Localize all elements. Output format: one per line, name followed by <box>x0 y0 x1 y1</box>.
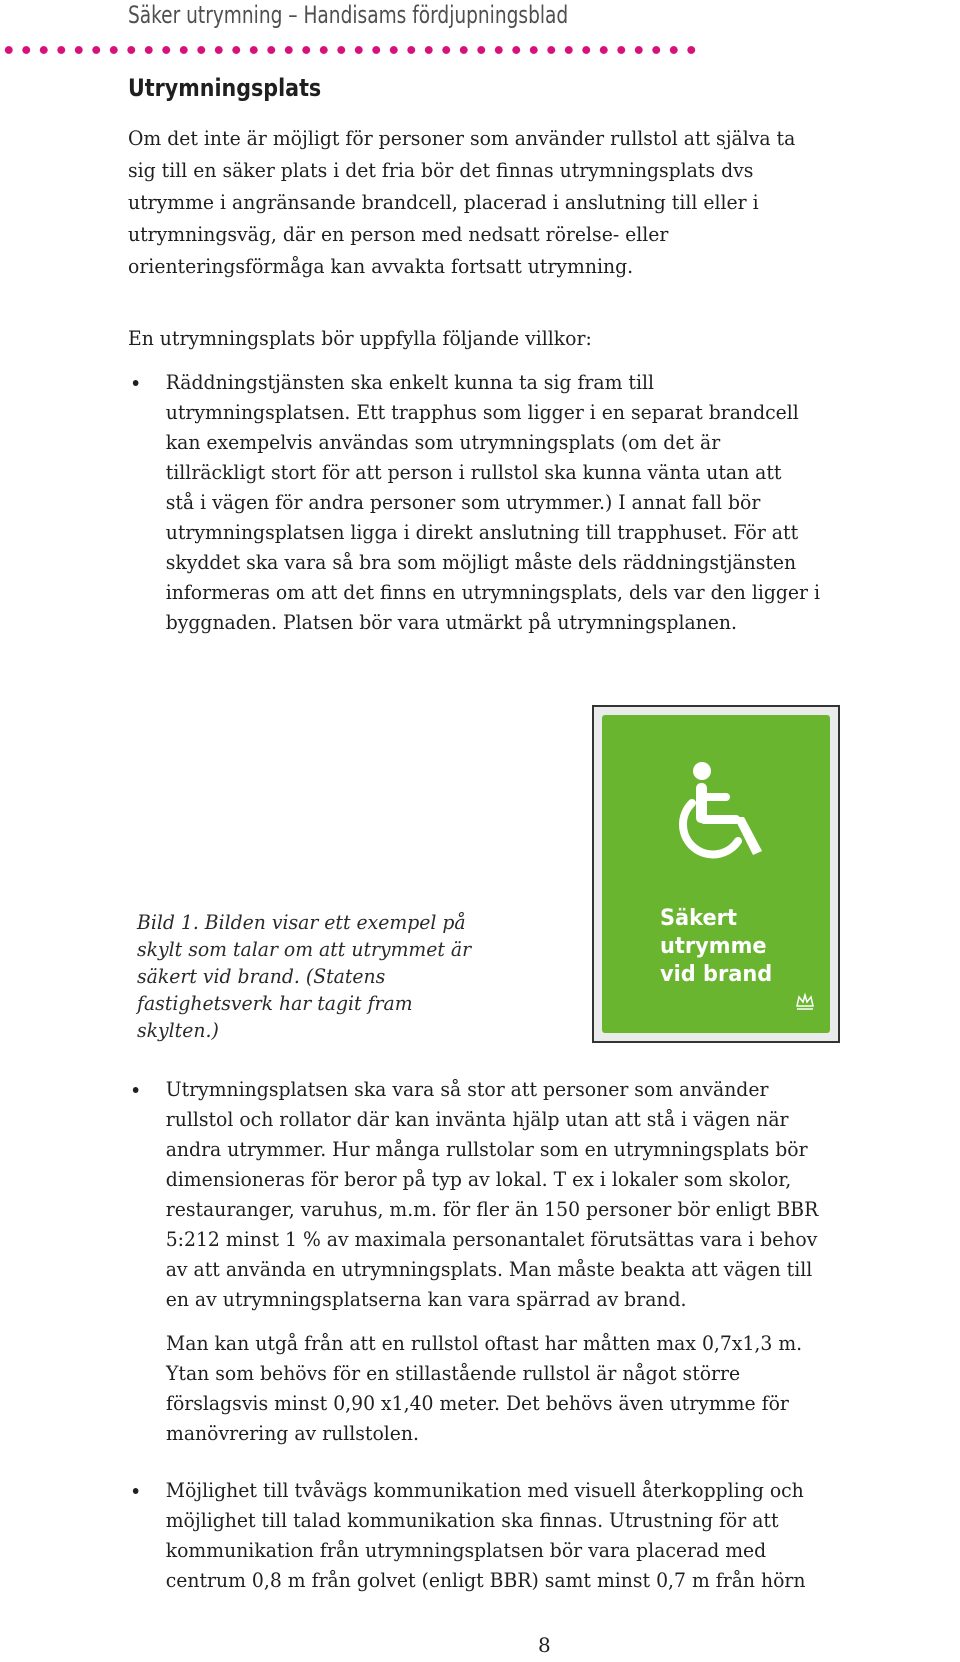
crown-logo-icon <box>794 991 816 1011</box>
text-line: restauranger, varuhus, m.m. för fler än 150 personer bör enligt BBR <box>165 1197 819 1221</box>
text-line: utrymningsväg, där en person med nedsatt rörelse- eller <box>128 222 669 246</box>
wheelchair-dimensions-paragraph <box>166 1328 929 1448</box>
text-line: Om det inte är möjligt för personer som använder rullstol att själva ta <box>128 126 796 150</box>
text-line: förslagsvis minst 0,90 x1,40 meter. Det behövs även utrymme för <box>166 1391 789 1415</box>
text-line: orienteringsförmåga kan avvakta fortsatt utrymning. <box>128 254 634 278</box>
text-line: utrymningsplatsen. Ett trapphus som ligger i en separat brandcell <box>165 400 799 424</box>
text-line: Ytan som behövs för en stillastående rullstol är något större <box>166 1361 741 1385</box>
section-title: Utrymningsplats <box>128 74 322 102</box>
page-number: 8 <box>538 1633 551 1657</box>
safe-area-sign-photo <box>592 705 840 1043</box>
bullet-list-2 <box>130 1074 938 1314</box>
caption-line: Bild 1. Bilden visar ett exempel på <box>137 910 466 934</box>
caption-line: skylt som talar om att utrymmet är <box>137 937 472 961</box>
green-sign <box>602 715 830 1033</box>
text-line: tillräckligt stort för att person i rullstol ska kunna vänta utan att <box>165 460 782 484</box>
text-line: Räddningstjänsten ska enkelt kunna ta sig fram till <box>165 370 654 394</box>
caption-line: skylten.) <box>137 1018 219 1042</box>
sign-line: utrymme <box>660 934 767 959</box>
text-line: centrum 0,8 m från golvet (enligt BBR) samt minst 0,7 m från hörn <box>165 1568 806 1592</box>
text-line: kan exempelvis användas som utrymningsplats (om det är <box>165 430 721 454</box>
sign-line: Säkert <box>660 906 737 931</box>
document-header: Säker utrymning – Handisams fördjupningsblad <box>128 1 569 29</box>
text-line: manövrering av rullstolen. <box>166 1421 419 1445</box>
text-line: rullstol och rollator där kan invänta hjälp utan att stå i vägen när <box>165 1107 789 1131</box>
text-line: en av utrymningsplatserna kan vara spärrad av brand. <box>165 1287 687 1311</box>
text-line: sig till en säker plats i det fria bör det finnas utrymningsplats dvs <box>128 158 754 182</box>
caption-line: fastighetsverk har tagit fram <box>137 991 413 1015</box>
text-line: 5:212 minst 1 % av maximala personantalet förutsättas vara i behov <box>165 1227 818 1251</box>
conditions-lead: En utrymningsplats bör uppfylla följande villkor: <box>128 326 592 350</box>
text-line: möjlighet till talad kommunikation ska finnas. Utrustning för att <box>165 1508 779 1532</box>
text-line: utrymme i angränsande brandcell, placerad i anslutning till eller i <box>128 190 759 214</box>
bullet-icon <box>133 380 139 386</box>
bullet-list-3 <box>130 1475 938 1595</box>
text-line: stå i vägen för andra personer som utrymmer.) I annat fall bör <box>165 490 761 514</box>
bullet-icon <box>133 1488 139 1494</box>
wheelchair-icon <box>664 759 774 869</box>
text-line: skyddet ska vara så bra som möjligt måste dels räddningstjänsten <box>165 550 797 574</box>
list-item <box>130 367 938 637</box>
text-line: utrymningsplatsen ligga i direkt anslutning till trapphuset. För att <box>165 520 799 544</box>
sign-text <box>660 905 822 989</box>
text-line: Man kan utgå från att en rullstol oftast har måtten max 0,7x1,3 m. <box>166 1331 803 1355</box>
text-line: kommunikation från utrymningsplatsen bör vara placerad med <box>165 1538 767 1562</box>
bullet-icon <box>133 1087 139 1093</box>
sign-line: vid brand <box>660 962 773 987</box>
caption-line: säkert vid brand. (Statens <box>137 964 386 988</box>
figure-caption <box>137 909 494 1044</box>
intro-paragraph <box>128 122 914 282</box>
text-line: andra utrymmer. Hur många rullstolar som en utrymningsplats bör <box>165 1137 808 1161</box>
dotted-divider <box>0 44 700 56</box>
text-line: av att använda en utrymningsplats. Man måste beakta att vägen till <box>165 1257 813 1281</box>
text-line: informeras om att det finns en utrymningsplats, dels var den ligger i <box>165 580 821 604</box>
bullet-list-1 <box>130 367 938 637</box>
text-line: byggnaden. Platsen bör vara utmärkt på utrymningsplanen. <box>165 610 737 634</box>
list-item <box>130 1074 938 1314</box>
list-item <box>130 1475 938 1595</box>
text-line: Utrymningsplatsen ska vara så stor att personer som använder <box>165 1077 769 1101</box>
text-line: dimensioneras för beror på typ av lokal. T ex i lokaler som skolor, <box>165 1167 792 1191</box>
text-line: Möjlighet till tvåvägs kommunikation med visuell återkoppling och <box>165 1478 804 1502</box>
